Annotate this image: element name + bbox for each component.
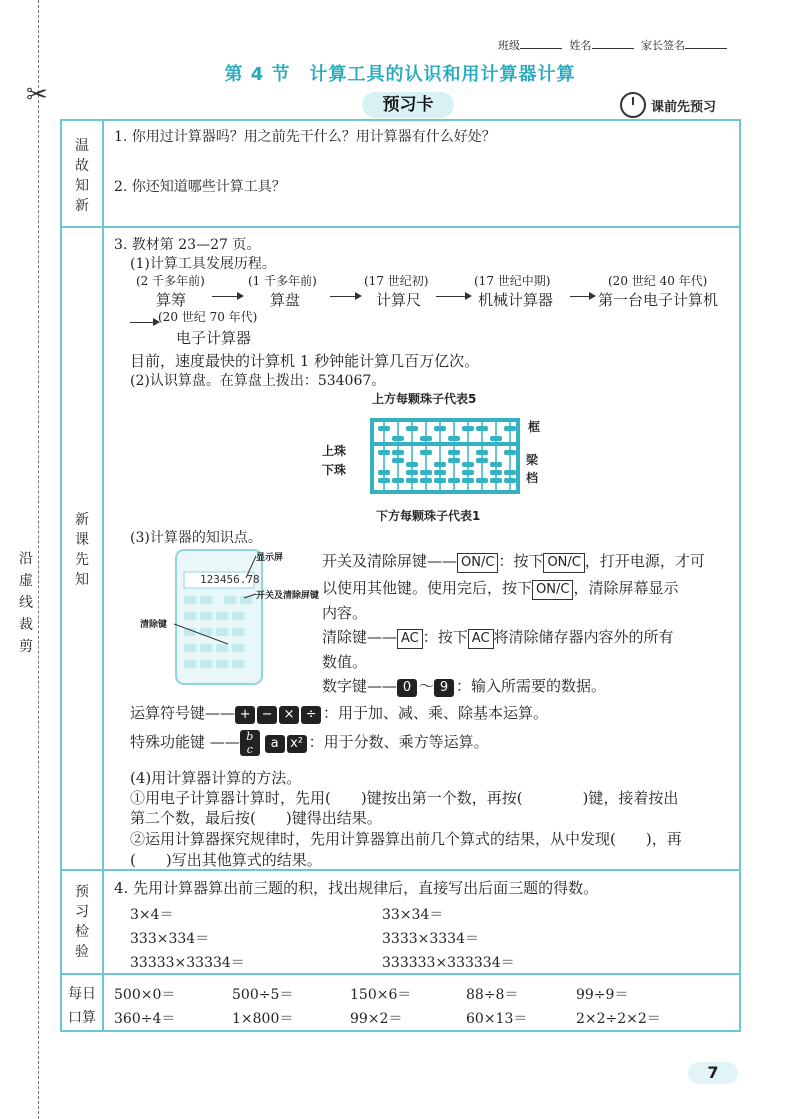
problem: 333×334＝ xyxy=(130,931,210,947)
tool-name: 算筹 xyxy=(156,291,187,309)
oral-problem: 150×6＝ xyxy=(350,987,412,1003)
name-blank[interactable] xyxy=(592,48,634,49)
fraction-key: b c xyxy=(240,730,260,756)
method-2b: ( )写出其他算式的结果。 xyxy=(130,851,322,869)
method-1b: 第二个数，最后按( )键得出结果。 xyxy=(130,809,382,827)
label-daily: 每日 口算 xyxy=(68,986,96,1026)
onc-key: ON/C xyxy=(457,553,498,573)
method-2a: ②运用计算器探究规律时，先用计算器算出前几个算式的结果，从中发现( )，再 xyxy=(130,830,682,848)
digit-line: 数字键—— 0 ～ 9 ：输入所需要的数据。 xyxy=(322,677,607,695)
plus-key: + xyxy=(235,706,255,724)
row-divider xyxy=(60,226,741,228)
tool-name: 算盘 xyxy=(270,291,301,309)
problem: 33×34＝ xyxy=(382,907,444,923)
page-title: 第 4 节 计算工具的认识和用计算器计算 xyxy=(224,64,576,85)
problem: 333333×333334＝ xyxy=(382,955,515,971)
ac-key: AC xyxy=(468,629,494,649)
arrow-icon xyxy=(330,296,360,297)
method-1a: ①用电子计算器计算时，先用( )键按出第一个数，再按( )键，接着按出 xyxy=(130,789,679,807)
digit-9-key: 9 xyxy=(434,679,454,697)
oral-problem: 1×800＝ xyxy=(232,1011,294,1027)
special-line: 特殊功能键 —— b c a x² ：用于分数、乘方等运算。 xyxy=(130,730,489,756)
ac-key: AC xyxy=(397,629,423,649)
class-blank[interactable] xyxy=(520,48,562,49)
tool-name: 计算尺 xyxy=(376,291,422,309)
arrow-icon xyxy=(436,296,470,297)
parent-blank[interactable] xyxy=(685,48,727,49)
question-2: 2. 你还知道哪些计算工具？ xyxy=(114,179,286,195)
column-divider xyxy=(102,119,104,1032)
oral-problem: 500÷5＝ xyxy=(232,987,294,1003)
subsection-1: (1)计算工具发展历程。 xyxy=(130,256,276,272)
question-4: 4. 先用计算器算出前三题的积，找出规律后，直接写出后面三题的得数。 xyxy=(114,879,599,897)
oral-problem: 500×0＝ xyxy=(114,987,176,1003)
oral-problem: 360÷4＝ xyxy=(114,1011,176,1027)
clock-icon xyxy=(620,92,646,118)
problem: 33333×33334＝ xyxy=(130,955,245,971)
scissors-icon: ✂ xyxy=(26,80,48,110)
oral-problem: 99×2＝ xyxy=(350,1011,403,1027)
cut-line xyxy=(38,0,39,1119)
onc-line-1: 开关及清除屏键—— ON/C ：按下 ON/C ，打开电源，才可 xyxy=(322,550,705,573)
calc-screen: 123456.78 xyxy=(200,573,260,586)
oral-problem: 88÷8＝ xyxy=(466,987,519,1003)
label-new: 新 课 先 知 xyxy=(75,512,89,588)
calculator-image xyxy=(174,548,264,686)
onc-line-2: 以使用其他键。使用完后，按下 ON/C ，清除屏幕显示 xyxy=(322,577,678,600)
card-badge: 预习卡 xyxy=(362,92,454,118)
a-key: a xyxy=(265,735,285,753)
abacus-image xyxy=(370,418,520,494)
digit-0-key: 0 xyxy=(397,679,417,697)
subsection-3: (3)计算器的知识点。 xyxy=(130,530,262,546)
arrow-icon xyxy=(212,296,242,297)
label-check: 预 习 检 验 xyxy=(75,884,89,960)
preview-label: 课前先预习 xyxy=(651,100,717,115)
problem: 3333×3334＝ xyxy=(382,931,479,947)
tool-name: 机械计算器 xyxy=(478,291,554,309)
oral-problem: 2×2÷2×2＝ xyxy=(576,1011,661,1027)
student-info: 班级 姓名 家长签名 xyxy=(498,37,731,53)
label-review: 温 故 知 新 xyxy=(75,138,89,214)
arrow-icon xyxy=(570,296,594,297)
row-divider xyxy=(60,973,741,975)
subsection-2: (2)认识算盘。在算盘上拨出：534067。 xyxy=(130,373,386,389)
question-3: 3. 教材第 23—27 页。 xyxy=(114,237,261,253)
oral-problem: 99÷9＝ xyxy=(576,987,629,1003)
onc-key: ON/C xyxy=(543,553,584,573)
ac-line-1: 清除键—— AC ：按下 AC 将清除储存器内容外的所有 xyxy=(322,626,674,649)
oral-problem: 60×13＝ xyxy=(466,1011,528,1027)
cut-instruction: 沿 虚 线 裁 剪 xyxy=(19,551,33,655)
ops-line: 运算符号键—— + − × ÷ ：用于加、减、乘、除基本运算。 xyxy=(130,704,549,722)
page-number: 7 xyxy=(688,1062,738,1084)
speed-note: 目前，速度最快的计算机 1 秒钟能计算几百万亿次。 xyxy=(130,352,480,370)
divide-key: ÷ xyxy=(301,706,321,724)
minus-key: − xyxy=(257,706,277,724)
arrow-icon xyxy=(130,322,158,323)
problem: 3×4＝ xyxy=(130,907,174,923)
question-1: 1. 你用过计算器吗？用之前先干什么？用计算器有什么好处？ xyxy=(114,129,496,145)
times-key: × xyxy=(279,706,299,724)
power-key: x² xyxy=(287,735,307,753)
tool-name: 第一台电子计算机 xyxy=(598,291,719,309)
tool-name: 电子计算器 xyxy=(176,329,252,347)
onc-key: ON/C xyxy=(532,580,573,600)
subsection-4: (4)用计算器计算的方法。 xyxy=(130,769,302,787)
